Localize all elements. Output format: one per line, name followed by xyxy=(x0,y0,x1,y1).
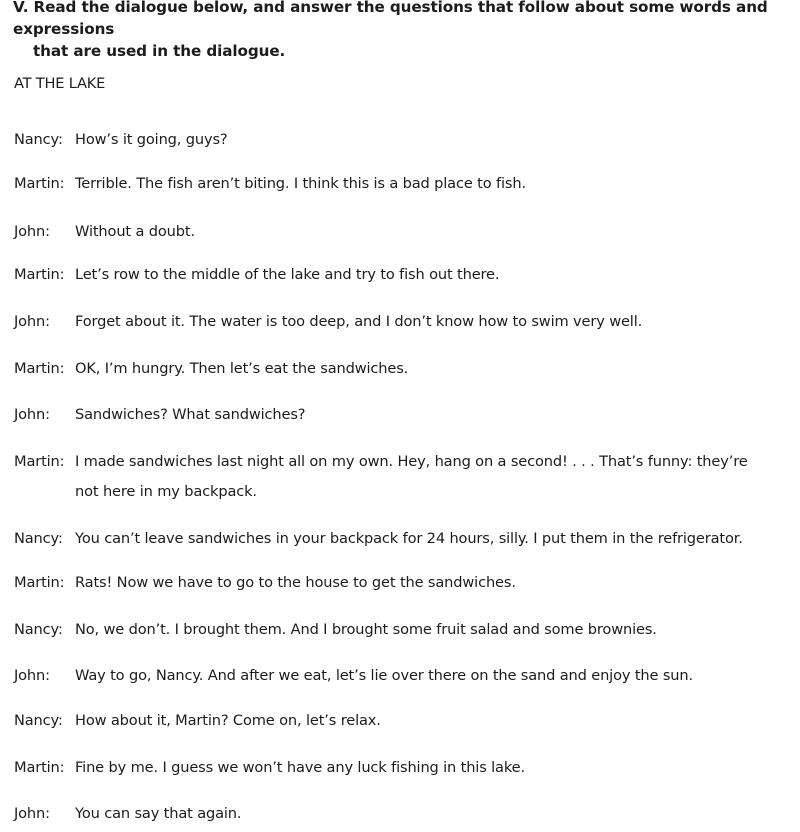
speaker-name: Martin: xyxy=(14,759,65,776)
speech-text: I made sandwiches last night all on my own. Hey, hang on a second! . . . That’s funny: they’re xyxy=(75,453,748,470)
instruction-line-2: that are used in the dialogue. xyxy=(33,42,286,60)
speech-text-continuation: not here in my backpack. xyxy=(75,483,257,500)
speech-text: Without a doubt. xyxy=(75,223,195,240)
speaker-name: John: xyxy=(14,313,50,330)
speech-text: No, we don’t. I brought them. And I brought some fruit salad and some brownies. xyxy=(75,621,657,638)
speech-text: You can say that again. xyxy=(75,805,242,822)
speaker-name: Nancy: xyxy=(14,712,63,729)
speaker-name: Nancy: xyxy=(14,530,63,547)
speech-text: How’s it going, guys? xyxy=(75,131,228,148)
speaker-name: Martin: xyxy=(14,360,65,377)
speaker-name: Martin: xyxy=(14,175,65,192)
speech-text: Sandwiches? What sandwiches? xyxy=(75,406,306,423)
speaker-name: Nancy: xyxy=(14,131,63,148)
speaker-name: Martin: xyxy=(14,574,65,591)
scene-title: AT THE LAKE xyxy=(14,75,106,92)
speech-text: Way to go, Nancy. And after we eat, let’s lie over there on the sand and enjoy the sun. xyxy=(75,667,693,684)
speech-text: You can’t leave sandwiches in your backpack for 24 hours, silly. I put them in the refrigerator. xyxy=(75,530,743,547)
speech-text: Fine by me. I guess we won’t have any luck fishing in this lake. xyxy=(75,759,525,776)
speaker-name: John: xyxy=(14,406,50,423)
speech-text: OK, I’m hungry. Then let’s eat the sandwiches. xyxy=(75,360,409,377)
speech-text: Rats! Now we have to go to the house to get the sandwiches. xyxy=(75,574,516,591)
speaker-name: John: xyxy=(14,805,50,822)
speech-text: Let’s row to the middle of the lake and try to fish out there. xyxy=(75,266,500,283)
speaker-name: John: xyxy=(14,667,50,684)
speech-text: Forget about it. The water is too deep, and I don’t know how to swim very well. xyxy=(75,313,643,330)
speech-text: Terrible. The fish aren’t biting. I think this is a bad place to fish. xyxy=(75,175,526,192)
speaker-name: Nancy: xyxy=(14,621,63,638)
instruction-line-1: V. Read the dialogue below, and answer the questions that follow about some words and expressions xyxy=(13,0,768,38)
speaker-name: Martin: xyxy=(14,453,65,470)
speaker-name: John: xyxy=(14,223,50,240)
speaker-name: Martin: xyxy=(14,266,65,283)
speech-text: How about it, Martin? Come on, let’s relax. xyxy=(75,712,381,729)
exercise-instruction xyxy=(13,0,788,62)
